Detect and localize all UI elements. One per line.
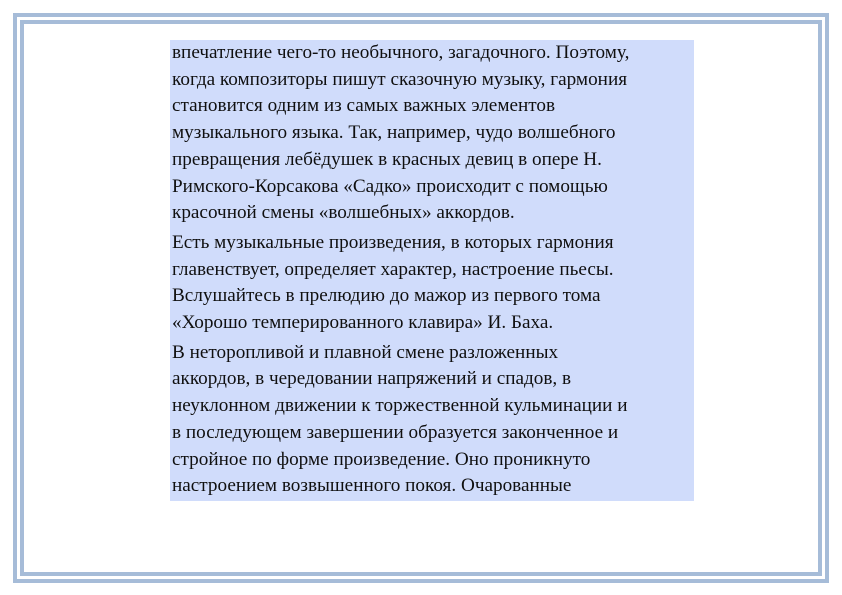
paragraph-2: Есть музыкальные произведения, в которых гармония главенствует, определяет характер, настроение пьесы. Вслушайтесь в прелюдию до мажор из первого тома «Хорошо темперированного клавира» И. Баха. [172,231,614,334]
paragraph-1: впечатление чего-то необычного, загадочного. Поэтому, когда композиторы пишут сказочную музыку, гармония становится одним из самых важных элементов музыкального языка. Так, например, чудо волшебного превращения лебёдушек в красных девиц в опере Н. Римского-Корсакова «Садко» происходит с помощью красочной смены «волшебных» аккордов. [172,42,630,224]
paragraph-3: В неторопливой и плавной смене разложенных аккордов, в чередовании напряжений и спадов, в неуклонном движении к торжественной кульминации и в последующем завершении образуется законченное и стройное по форме произведение. Оно проникнуто настроением возвышенного покоя. Очарованные [172,341,628,497]
text-block[interactable] [170,40,694,501]
